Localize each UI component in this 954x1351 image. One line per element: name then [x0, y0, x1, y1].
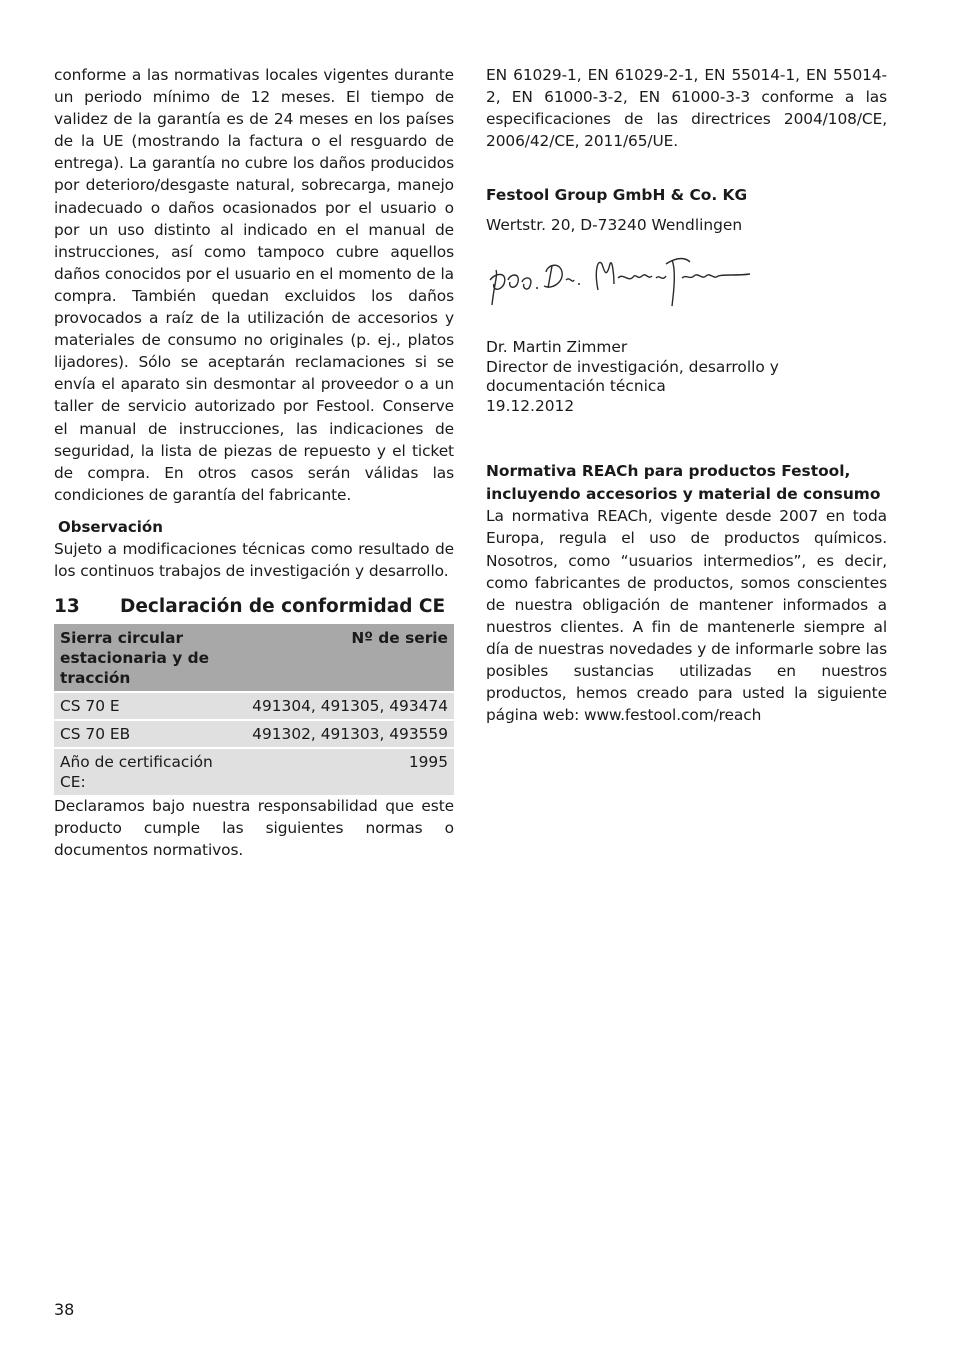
company-address: Wertstr. 20, D-73240 Wendlingen [486, 216, 743, 235]
signature-image [486, 250, 786, 320]
reach-title: Normativa REACh para productos Festool, incluyendo accesorios y material de consumo [486, 462, 881, 503]
signer-block [486, 338, 887, 416]
observation-title: Observación [58, 517, 163, 536]
company-name: Festool Group GmbH & Co. KG [486, 186, 748, 205]
table-cell-serial: 491304, 491305, 493474 [246, 692, 454, 720]
right-column [486, 64, 887, 726]
conformity-table [54, 624, 454, 795]
table-row [54, 748, 454, 795]
table-row [54, 720, 454, 748]
table-cell-model: CS 70 EB [54, 720, 246, 748]
reach-paragraph: La normativa REACh, vigente desde 2007 en toda Europa, regula el uso de productos químicos. Nosotros, como “usuarios intermedios”, es decir, como fabricantes de productos, somos conscientes de nuestra obligación de mantener informados a nuestros clientes. A fin de mantenerle siempre al día de nuestras novedades y de informarle sobre las posibles sustancias utilizadas en nuestros productos, hemos creado para usted la siguiente página web: www.festool.com/reach [486, 507, 887, 725]
signature-date: 19.12.2012 [486, 396, 575, 415]
signer-role: Director de investigación, desarrollo y documentación técnica [486, 357, 779, 396]
standards-paragraph: EN 61029-1, EN 61029-2-1, EN 55014-1, EN 55014-2, EN 61000-3-2, EN 61000-3-3 conforme a las especificaciones de las directrices 2004/108/CE, 2006/42/CE, 2011/65/UE. [486, 66, 887, 151]
table-cell-certification-label: Año de certificación CE: [54, 748, 246, 795]
table-row [54, 692, 454, 720]
section-number: 13 [54, 596, 80, 618]
signer-name: Dr. Martin Zimmer [486, 338, 628, 357]
table-cell-serial: 491302, 491303, 493559 [246, 720, 454, 748]
observation-paragraph: Sujeto a modificaciones técnicas como resultado de los continuos trabajos de investigación y desarrollo. [54, 539, 454, 580]
left-column [54, 64, 454, 861]
table-header-product: Sierra circular estacionaria y de tracción [54, 624, 246, 692]
table-header-row [54, 624, 454, 692]
page-number: 38 [54, 1300, 75, 1319]
section-title: Declaración de conformidad CE [120, 596, 446, 618]
table-header-serial: Nº de serie [246, 624, 454, 692]
table-cell-model: CS 70 E [54, 692, 246, 720]
table-cell-certification-year: 1995 [246, 748, 454, 795]
section-heading [54, 590, 454, 624]
warranty-paragraph: conforme a las normativas locales vigentes durante un periodo mínimo de 12 meses. El tiempo de validez de la garantía es de 24 meses en los países de la UE (mostrando la factura o el resguardo de entrega). La garantía no cubre los daños producidos por deterioro/desgaste natural, sobrecarga, manejo inadecuado o daños ocasionados por el usuario o por un uso distinto al indicado en el manual de instrucciones, así como tampoco cubre aquellos daños conocidos por el usuario en el momento de la compra. También quedan excluidos los daños provocados a raíz de la utilización de accesorios y materiales de consumo no originales (p. ej., platos lijadores). Sólo se aceptarán reclamaciones si se envía el aparato sin desmontar al proveedor o a un taller de servicio autorizado por Festool. Conserve el manual de instrucciones, las indicaciones de seguridad, la lista de piezas de repuesto y el ticket de compra. En otros casos serán válidas las condiciones de garantía del fabricante. [54, 66, 454, 504]
declaration-paragraph: Declaramos bajo nuestra responsabilidad que este producto cumple las siguientes normas o documentos normativos. [54, 797, 454, 860]
